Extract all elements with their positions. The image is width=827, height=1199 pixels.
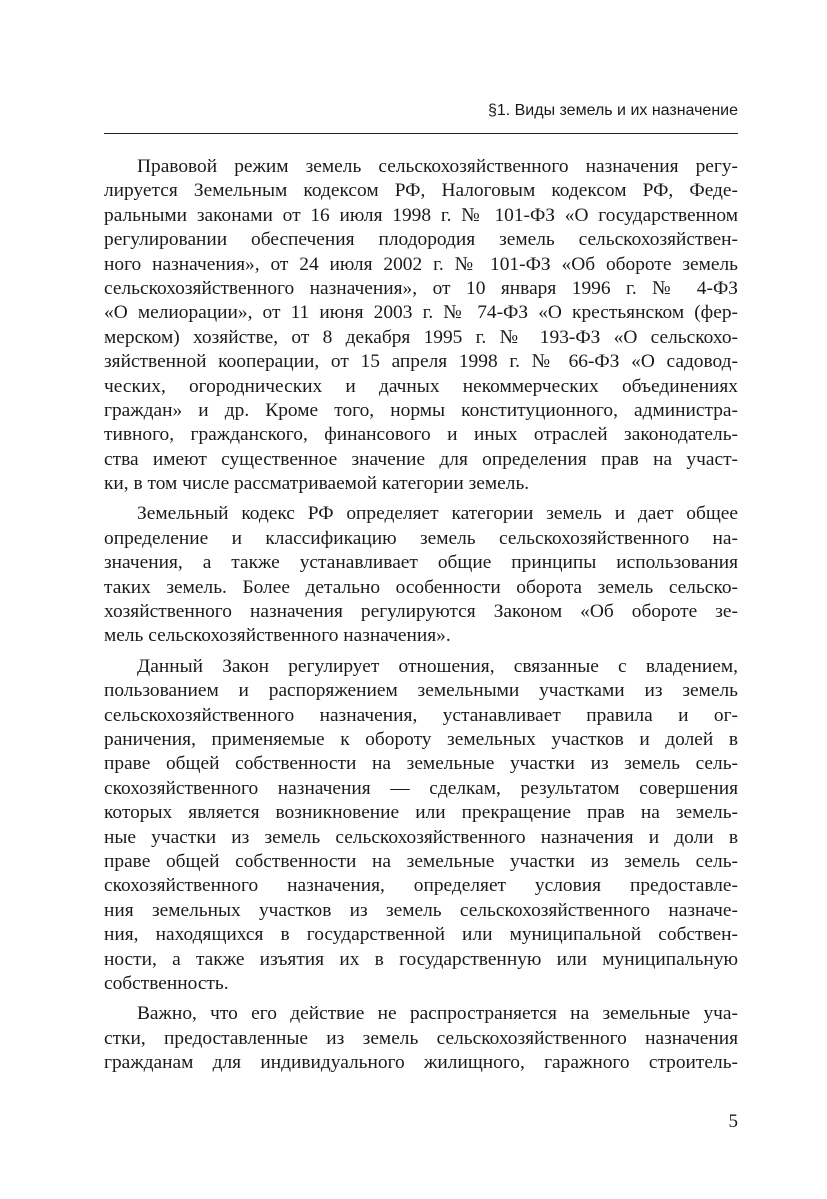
paragraph bbox=[104, 155, 738, 496]
text-line: граждан» и др. Кроме того, нормы конституционного, администра- bbox=[104, 399, 738, 421]
text-line: раничения, применяемые к обороту земельных участков и долей в bbox=[104, 728, 738, 750]
paragraph bbox=[104, 1002, 738, 1075]
text-line: таких земель. Более детально особенности оборота земель сельско- bbox=[104, 576, 738, 598]
text-line: лируется Земельным кодексом РФ, Налоговым кодексом РФ, Феде- bbox=[104, 180, 738, 202]
body-text bbox=[104, 155, 738, 1075]
text-line: ные участки из земель сельскохозяйственного назначения и доли в bbox=[104, 826, 738, 848]
text-line: ческих, огороднических и дачных некоммерческих объединениях bbox=[104, 375, 738, 397]
text-line: Данный Закон регулирует отношения, связанные с владением, bbox=[137, 655, 738, 677]
text-line: Правовой режим земель сельскохозяйственного назначения регу- bbox=[137, 156, 738, 177]
text-line: сельскохозяйственного назначения», от 10 января 1996 г. № 4-ФЗ bbox=[104, 277, 738, 299]
text-line: скохозяйственного назначения — сделкам, результатом совершения bbox=[104, 777, 738, 799]
text-line: хозяйственного назначения регулируются Законом «Об обороте зе- bbox=[104, 601, 738, 623]
text-line: мель сельскохозяйственного назначения». bbox=[104, 625, 451, 647]
text-line: ния, находящихся в государственной или муниципальной собствен- bbox=[104, 924, 738, 946]
text-line: «О мелиорации», от 11 июня 2003 г. № 74-ФЗ «О крестьянском (фер- bbox=[104, 302, 738, 324]
text-line: гражданам для индивидуального жилищного, гаражного строитель- bbox=[104, 1052, 738, 1074]
text-line: сельскохозяйственного назначения, устанавливает правила и ог- bbox=[104, 704, 738, 726]
text-line: ного назначения», от 24 июля 2002 г. № 101-ФЗ «Об обороте земель bbox=[104, 253, 738, 275]
header-rule bbox=[104, 133, 738, 134]
page-number: 5 bbox=[728, 1111, 738, 1132]
text-line: ния земельных участков из земель сельскохозяйственного назначе- bbox=[104, 899, 738, 921]
text-line: праве общей собственности на земельные участки из земель сель- bbox=[104, 850, 738, 872]
text-line: собственность. bbox=[104, 972, 229, 994]
text-line: Важно, что его действие не распространяется на земельные уча- bbox=[137, 1003, 738, 1025]
text-line: значения, а также устанавливает общие принципы использования bbox=[104, 552, 738, 574]
running-head-section-title: §1. Виды земель и их назначение bbox=[487, 102, 738, 119]
text-line: ральными законами от 16 июля 1998 г. № 101-ФЗ «О государственном bbox=[104, 204, 738, 226]
text-line: определение и классификацию земель сельскохозяйственного на- bbox=[104, 527, 738, 549]
text-line: скохозяйственного назначения, определяет условия предоставле- bbox=[104, 875, 738, 897]
text-line: праве общей собственности на земельные участки из земель сель- bbox=[104, 753, 738, 775]
text-line: ства имеют существенное значение для определения прав на участ- bbox=[104, 448, 738, 470]
paragraph bbox=[104, 655, 738, 996]
text-line: тивного, гражданского, финансового и иных отраслей законодатель- bbox=[104, 424, 738, 446]
text-line: Земельный кодекс РФ определяет категории земель и дает общее bbox=[137, 503, 738, 525]
text-line: стки, предоставленные из земель сельскохозяйственного назначения bbox=[104, 1027, 738, 1049]
text-line: которых является возникновение или прекращение прав на земель- bbox=[104, 802, 738, 824]
text-line: пользованием и распоряжением земельными участками из земель bbox=[104, 680, 738, 702]
text-line: мерском) хозяйстве, от 8 декабря 1995 г. № 193-ФЗ «О сельскохо- bbox=[104, 326, 738, 348]
text-line: ки, в том числе рассматриваемой категории земель. bbox=[104, 473, 530, 495]
text-line: регулировании обеспечения плодородия земель сельскохозяйствен- bbox=[104, 229, 738, 251]
paragraph bbox=[104, 502, 738, 648]
text-line: зяйственной кооперации, от 15 апреля 1998 г. № 66-ФЗ «О садовод- bbox=[104, 351, 738, 373]
text-line: ности, а также изъятия их в государственную или муниципальную bbox=[104, 948, 738, 970]
